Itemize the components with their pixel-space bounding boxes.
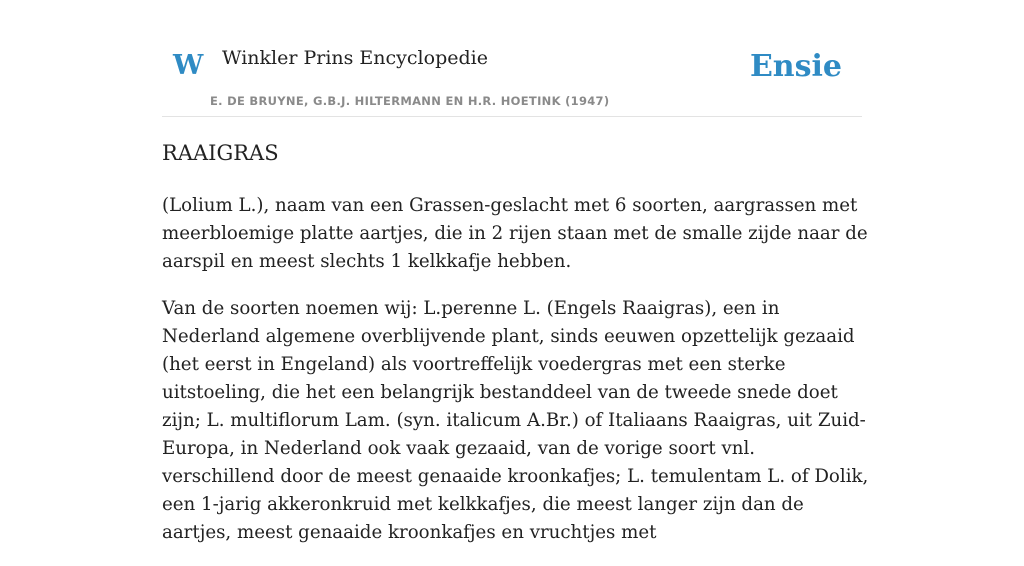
- entry-paragraph: (Lolium L.), naam van een Grassen-geslacht met 6 soorten, aargrassen met meerbloemige platte aartjes, die in 2 rijen staan met de smalle zijde naar de aarspil en meest slechts 1 kelkkafje hebben.: [162, 195, 868, 272]
- site-title[interactable]: Winkler Prins Encyclopedie: [222, 47, 488, 69]
- site-header: [162, 0, 862, 117]
- entry-body: [162, 192, 872, 566]
- entry-paragraph: Van de soorten noemen wij: L.perenne L. (Engels Raaigras), een in Nederland algemene overblijvende plant, sinds eeuwen opzettelijk gezaaid (het eerst in Engeland) als voortreffelijk voedergras met een sterke uitstoeling, die het een belangrijk bestanddeel van de tweede snede doet zijn; L. multiflorum Lam. (syn. italicum A.Br.) of Italiaans Raaigras, uit Zuid-Europa, in Nederland ook vaak gezaaid, van de vorige soort vnl. verschillend door de meest genaaide kroonkafjes; L. temulentam L. of Dolik, een 1-jarig akkeronkruid met kelkkafjes, die meest langer zijn dan de aartjes, meest genaaide kroonkafjes en vruchtjes met: [162, 298, 869, 543]
- authors-line: E. DE BRUYNE, G.B.J. HILTERMANN EN H.R. HOETINK (1947): [210, 94, 610, 108]
- entry-title: RAAIGRAS: [162, 141, 279, 165]
- winkler-prins-logo[interactable]: W: [173, 50, 204, 81]
- ensie-brand-logo[interactable]: Ensie: [749, 49, 842, 84]
